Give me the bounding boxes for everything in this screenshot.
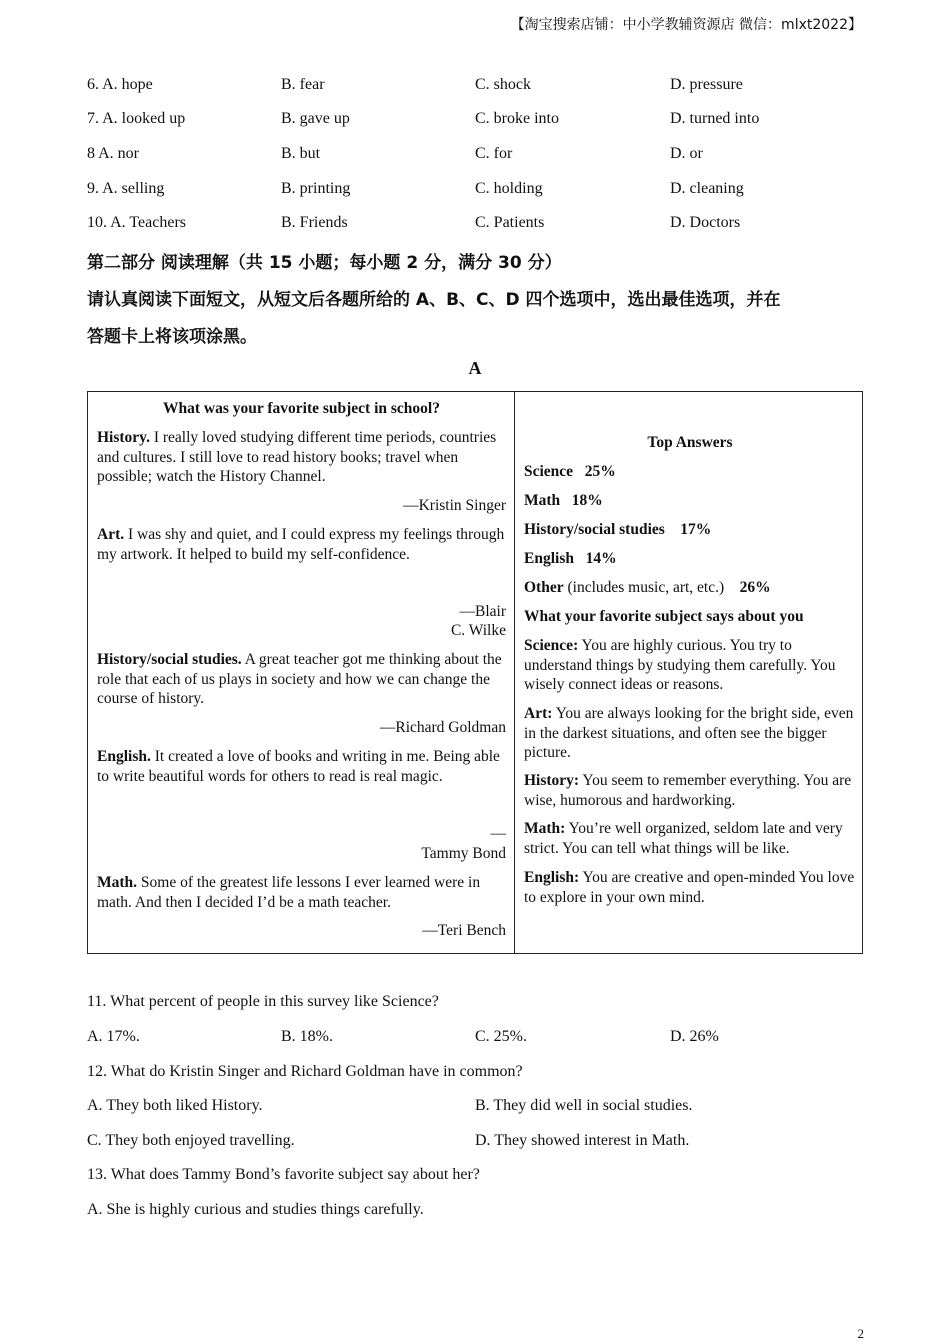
- option-c[interactable]: C. They both enjoyed travelling.: [87, 1132, 295, 1149]
- option-a[interactable]: 8 A. nor: [87, 145, 139, 162]
- question-12-options-row2: [87, 1132, 867, 1156]
- option-d[interactable]: D. or: [670, 145, 703, 162]
- option-d[interactable]: D. turned into: [670, 110, 760, 127]
- says-title: What your favorite subject says about you: [524, 608, 804, 625]
- stat-label: English: [524, 550, 574, 567]
- entry-history: [97, 428, 506, 487]
- option-b[interactable]: B. gave up: [281, 110, 350, 127]
- survey-question-title: What was your favorite subject in school?: [163, 400, 440, 417]
- entry-author: —Blair: [459, 603, 506, 620]
- entry-text: I really loved studying different time periods, countries and cultures. I still love to read history books; travel when possible; watch the History Channel.: [97, 429, 497, 485]
- entry-author: —Teri Bench: [422, 922, 506, 939]
- option-c[interactable]: C. holding: [475, 180, 543, 197]
- option-d[interactable]: D. 26%: [670, 1028, 719, 1045]
- entry-author-cont: Tammy Bond: [421, 845, 506, 862]
- stat-percent: 14%: [585, 550, 617, 567]
- stat-percent: 26%: [739, 579, 771, 596]
- option-c[interactable]: C. shock: [475, 76, 531, 93]
- stat-english: [524, 549, 856, 569]
- option-d[interactable]: D. pressure: [670, 76, 743, 93]
- entry-subject: History.: [97, 429, 150, 446]
- stat-percent: 17%: [680, 521, 712, 538]
- header-banner: 【淘宝搜索店铺：中小学教辅资源店 微信：mlxt2022】: [510, 17, 862, 33]
- entry-subject: History/social studies.: [97, 651, 242, 668]
- stat-label: Science: [524, 463, 574, 480]
- says-text: You are creative and open-minded You love to explore in your own mind.: [524, 869, 855, 906]
- section-instruction: 请认真阅读下面短文，从短文后各题所给的 A、B、C、D 四个选项中，选出最佳选项，并在: [87, 290, 781, 310]
- entry-author-cont: C. Wilke: [450, 622, 506, 639]
- entry-subject: English.: [97, 748, 151, 765]
- option-b[interactable]: B. They did well in social studies.: [475, 1097, 693, 1114]
- says-subject: History:: [524, 772, 580, 789]
- says-text: You’re well organized, seldom late and very strict. You can tell what things will be like.: [524, 820, 843, 857]
- says-subject: Math:: [524, 820, 566, 837]
- option-b[interactable]: B. fear: [281, 76, 325, 93]
- top-answers-title: Top Answers: [647, 434, 733, 451]
- option-a[interactable]: A. They both liked History.: [87, 1097, 263, 1114]
- stat-label: Math: [524, 492, 561, 509]
- stat-science: [524, 462, 856, 482]
- stat-math: [524, 491, 856, 511]
- option-row-6: [87, 76, 867, 100]
- entry-art: [97, 525, 506, 564]
- question-12-options-row1: [87, 1097, 867, 1121]
- stat-percent: 25%: [584, 463, 616, 480]
- says-math: [524, 819, 856, 858]
- option-a[interactable]: 6. A. hope: [87, 76, 153, 93]
- option-c[interactable]: C. 25%.: [475, 1028, 527, 1045]
- option-b[interactable]: B. Friends: [281, 214, 348, 231]
- column-divider: [514, 392, 515, 953]
- entry-text: It created a love of books and writing in me. Being able to write beautiful words for others to read is real magic.: [97, 748, 500, 785]
- section-instruction-cont: 答题卡上将该项涂黑。: [87, 327, 257, 347]
- option-b[interactable]: B. but: [281, 145, 321, 162]
- option-a[interactable]: 9. A. selling: [87, 180, 165, 197]
- option-c[interactable]: C. for: [475, 145, 513, 162]
- question-11: 11. What percent of people in this survey like Science?: [87, 993, 439, 1010]
- entry-english: [97, 747, 506, 786]
- says-history: [524, 771, 856, 810]
- page-number: 2: [857, 1326, 864, 1341]
- stat-history: [524, 520, 856, 540]
- entry-math: [97, 873, 506, 912]
- passage-label: A: [468, 358, 482, 378]
- option-a[interactable]: A. She is highly curious and studies things carefully.: [87, 1201, 424, 1218]
- option-b[interactable]: B. 18%.: [281, 1028, 333, 1045]
- option-d[interactable]: D. They showed interest in Math.: [475, 1132, 690, 1149]
- stat-label: Other: [524, 579, 564, 596]
- option-b[interactable]: B. printing: [281, 180, 351, 197]
- option-row-10: [87, 214, 867, 238]
- option-d[interactable]: D. cleaning: [670, 180, 744, 197]
- stat-other: [524, 578, 856, 598]
- entry-text: Some of the greatest life lessons I ever learned were in math. And then I decided I’d be a math teacher.: [97, 874, 481, 911]
- survey-table: [87, 391, 863, 954]
- entry-subject: Math.: [97, 874, 138, 891]
- option-c[interactable]: C. broke into: [475, 110, 559, 127]
- says-science: [524, 636, 856, 695]
- option-row-7: [87, 110, 867, 134]
- says-subject: Art:: [524, 705, 553, 722]
- entry-author: —: [490, 825, 506, 842]
- entry-author: —Kristin Singer: [403, 497, 506, 514]
- option-d[interactable]: D. Doctors: [670, 214, 741, 231]
- says-subject: English:: [524, 869, 580, 886]
- section-title: 第二部分 阅读理解（共 15 小题；每小题 2 分，满分 30 分）: [87, 253, 562, 273]
- says-art: [524, 704, 856, 763]
- question-13: 13. What does Tammy Bond’s favorite subject say about her?: [87, 1166, 480, 1183]
- says-text: You seem to remember everything. You are wise, humorous and hardworking.: [524, 772, 852, 809]
- says-subject: Science:: [524, 637, 579, 654]
- option-row-8: [87, 145, 867, 169]
- option-row-9: [87, 180, 867, 204]
- entry-subject: Art.: [97, 526, 125, 543]
- entry-author: —Richard Goldman: [379, 719, 506, 736]
- question-11-options: [87, 1028, 867, 1052]
- option-c[interactable]: C. Patients: [475, 214, 545, 231]
- stat-label: History/social studies: [524, 521, 665, 538]
- says-english: [524, 868, 856, 907]
- stat-note: (includes music, art, etc.): [567, 579, 725, 596]
- entry-history-social: [97, 650, 506, 709]
- stat-percent: 18%: [571, 492, 603, 509]
- says-text: You are highly curious. You try to understand things by studying them carefully. You wisely connect ideas or reasons.: [524, 637, 836, 693]
- option-a[interactable]: 7. A. looked up: [87, 110, 186, 127]
- entry-text: I was shy and quiet, and I could express my feelings through my artwork. It helped to build my self-confidence.: [97, 526, 505, 563]
- says-text: You are always looking for the bright side, even in the darkest situations, and often see the bigger picture.: [524, 705, 854, 761]
- option-a[interactable]: 10. A. Teachers: [87, 214, 186, 231]
- option-a[interactable]: A. 17%.: [87, 1028, 140, 1045]
- question-12: 12. What do Kristin Singer and Richard Goldman have in common?: [87, 1063, 523, 1080]
- entry-text: A great teacher got me thinking about the role that each of us plays in society and how we can change the course of history.: [97, 651, 502, 707]
